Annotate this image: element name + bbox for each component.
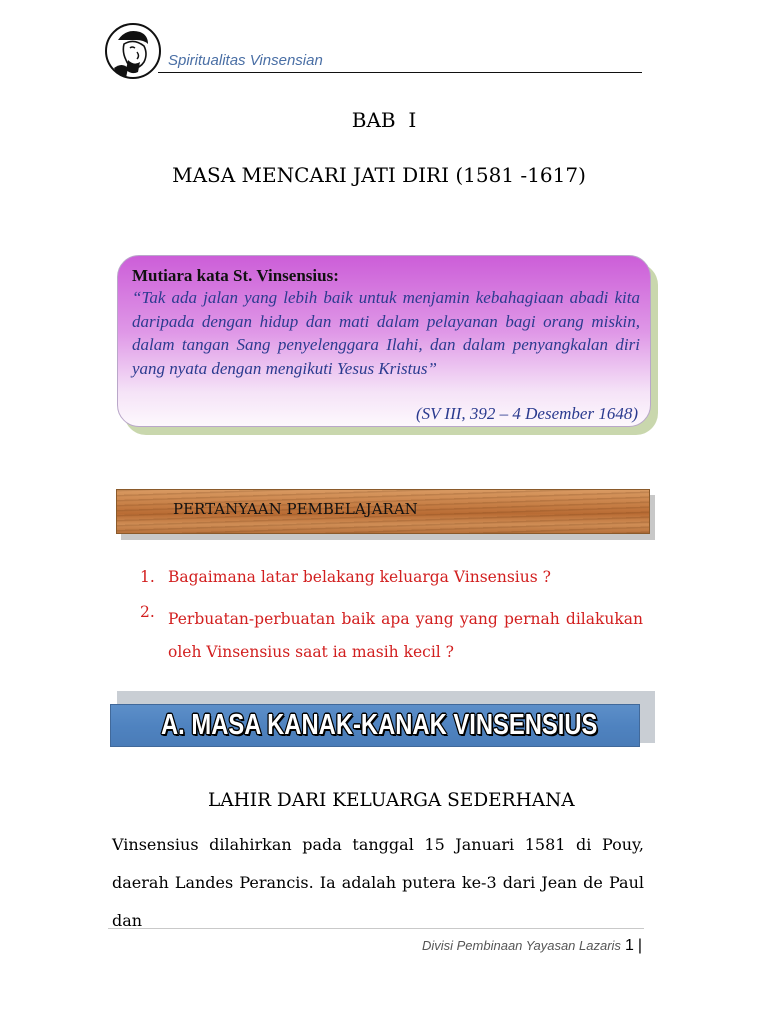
quote-label: Mutiara kata St. Vinsensius: (132, 266, 339, 285)
section-title: A. MASA KANAK-KANAK VINSENSIUS (161, 709, 598, 741)
vincent-de-paul-portrait-icon (104, 22, 162, 80)
section-banner (110, 704, 640, 747)
quote-text: “Tak ada jalan yang lebih baik untuk menjamin kebahagiaan abadi kita daripada dengan hidup dan mati dalam pelayanan bagi orang miskin, dalam tangan Sang penyelenggara Ilahi, dan dalam penyangkalan diri yang nyata dengan mengikuti Yesus Kristus” (132, 288, 640, 378)
question-number: 2. (140, 603, 155, 621)
sub-heading: LAHIR DARI KELUARGA SEDERHANA (208, 790, 575, 811)
footer-rule (108, 928, 644, 929)
quote-box (117, 255, 651, 427)
header-rule (158, 72, 642, 73)
page-footer (0, 935, 642, 955)
learning-questions-heading: PERTANYAAN PEMBELAJARAN (173, 500, 418, 518)
body-paragraph: Vinsensius dilahirkan pada tanggal 15 Januari 1581 di Pouy, daerah Landes Perancis. Ia adalah putera ke-3 dari Jean de Paul dan (112, 835, 644, 930)
quote-source: (SV III, 392 – 4 Desember 1648) (415, 404, 638, 423)
page-number: 1 (624, 937, 634, 954)
chapter-number: BAB I (351, 108, 417, 132)
running-header-title: Spiritualitas Vinsensian (168, 52, 323, 69)
question-text: Perbuatan-perbuatan baik apa yang yang pernah dilakukan oleh Vinsensius saat ia masih kecil ? (168, 610, 643, 661)
question-number: 1. (140, 568, 155, 586)
footer-text: Divisi Pembinaan Yayasan Lazaris (421, 938, 621, 953)
learning-questions-banner (116, 489, 650, 534)
chapter-title: MASA MENCARI JATI DIRI (1581 -1617) (172, 163, 586, 187)
question-text: Bagaimana latar belakang keluarga Vinsensius ? (168, 568, 551, 586)
footer-separator: | (637, 937, 642, 954)
